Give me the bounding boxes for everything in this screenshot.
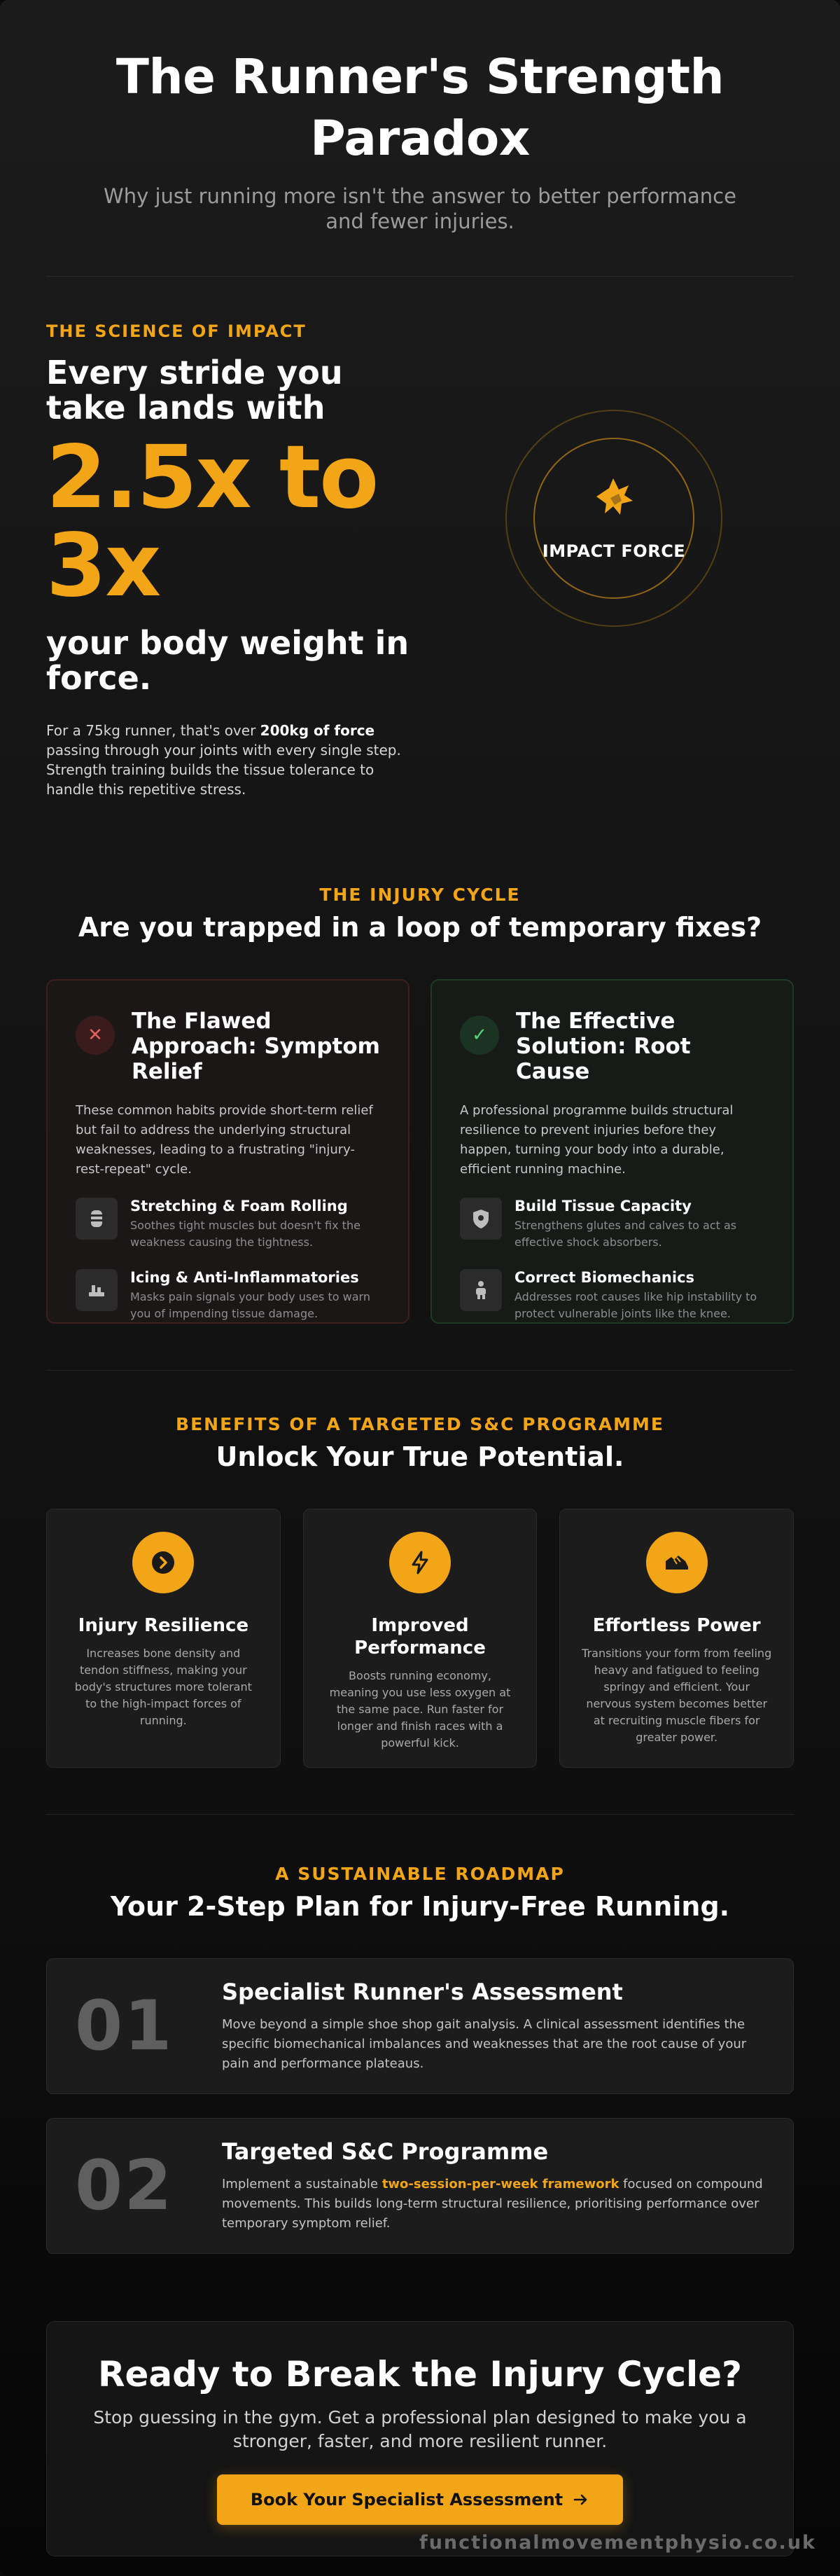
list-item [76, 1198, 380, 1251]
item-text [514, 1198, 764, 1251]
item-description: Addresses root causes like hip instability to protect vulnerable joints like the knee. [514, 1290, 757, 1320]
step-number: 01 [75, 1986, 174, 2066]
roadmap-eyebrow: A SUSTAINABLE ROADMAP [275, 1864, 565, 1884]
benefits-section [46, 1414, 794, 1768]
impact-lead: Every stride you take lands with [46, 354, 343, 427]
step-title: Specialist Runner's Assessment [222, 1979, 623, 2005]
divider [46, 1814, 794, 1815]
lightning-icon [389, 1532, 451, 1593]
item-description: Masks pain signals your body uses to warn you of impending tissue damage. [130, 1290, 370, 1320]
impact-desc-bold: 200kg of force [260, 722, 375, 739]
benefit-title: Injury Resilience [78, 1615, 249, 1636]
item-title: Correct Biomechanics [514, 1269, 695, 1286]
section-header [46, 1864, 794, 1922]
cta-title: Ready to Break the Injury Cycle? [97, 2354, 743, 2395]
step-number: 02 [75, 2146, 174, 2226]
list-item [76, 1269, 380, 1322]
card-title: The Flawed Approach: Symptom Relief [132, 1009, 380, 1084]
running-shoe-icon [646, 1532, 708, 1593]
benefit-card [46, 1509, 281, 1768]
benefit-description: Increases bone density and tendon stiffness, making your body's structures more tolerant to the high-impact forces of running. [74, 1647, 252, 1727]
page-subtitle: Why just running more isn't the answer to better performance and fewer injuries. [104, 184, 736, 233]
roadmap-title: Your 2-Step Plan for Injury-Free Running. [110, 1891, 730, 1922]
divider [46, 276, 794, 277]
impact-graphic [417, 321, 794, 799]
benefit-card [559, 1509, 794, 1768]
impact-tail: your body weight in force. [46, 624, 410, 697]
chevron-circle-icon [132, 1532, 194, 1593]
arrow-right-icon [573, 2493, 589, 2507]
footer-url: functionalmovementphysio.co.uk [419, 2532, 816, 2554]
list-item [460, 1198, 764, 1251]
item-description: Soothes tight muscles but doesn't fix the weakness causing the tightness. [130, 1219, 360, 1249]
cta-description: Stop guessing in the gym. Get a professional plan designed to make you a stronger, faster, and more resilient runner. [93, 2407, 747, 2451]
effective-solution-card [430, 979, 794, 1324]
button-label: Book Your Specialist Assessment [250, 2490, 564, 2509]
card-description: These common habits provide short-term relief but fail to address the underlying structural weaknesses, leading to a frustrating "injury-rest-repeat" cycle. [76, 1103, 373, 1177]
step-text [222, 2138, 765, 2234]
cta-section [46, 2321, 794, 2556]
impact-section [46, 321, 794, 799]
step-description [222, 2175, 765, 2234]
ice-icon [76, 1269, 118, 1311]
walking-icon [460, 1269, 502, 1311]
section-header [46, 1414, 794, 1472]
step-title: Targeted S&C Programme [222, 2138, 549, 2165]
injury-cycle-section [46, 885, 794, 1324]
cycle-eyebrow: THE INJURY CYCLE [319, 885, 521, 905]
card-header [76, 1009, 380, 1084]
check-icon: ✓ [460, 1016, 499, 1055]
card-header [460, 1009, 764, 1084]
impact-text [46, 321, 417, 799]
benefit-title: Improved Performance [354, 1615, 486, 1659]
item-title: Icing & Anti-Inflammatories [130, 1269, 359, 1286]
impact-stat: 2.5x to 3x [46, 427, 378, 616]
list-item [460, 1269, 764, 1322]
step-desc-post: focused on compound movements. This builds long-term structural resilience, prioritising performance over temporary symptom relief. [222, 2177, 763, 2231]
impact-desc-post: passing through your joints with every single step. Strength training builds the tissue tolerance to handle this repetitive stress. [46, 742, 401, 798]
section-header [46, 885, 794, 943]
divider [46, 1370, 794, 1371]
impact-eyebrow: THE SCIENCE OF IMPACT [46, 321, 307, 341]
foam-roller-icon [76, 1198, 118, 1240]
benefit-description: Transitions your form from feeling heavy and fatigued to feeling springy and efficient. Your nervous system becomes better at recruiting muscle fibers for greater power. [582, 1647, 772, 1744]
item-text [130, 1198, 380, 1251]
benefit-title: Effortless Power [592, 1615, 761, 1636]
item-title: Stretching & Foam Rolling [130, 1198, 348, 1214]
step-description: Move beyond a simple shoe shop gait analysis. A clinical assessment identifies the specific biomechanical imbalances and weaknesses that are the root cause of your pain and performance plateaus. [222, 2017, 747, 2071]
item-text [514, 1269, 764, 1322]
benefits-title: Unlock Your True Potential. [216, 1441, 624, 1472]
roadmap-section [46, 1864, 794, 2254]
impact-desc-pre: For a 75kg runner, that's over [46, 722, 260, 739]
step-desc-highlight: two-session-per-week framework [382, 2177, 620, 2191]
impact-rings [505, 410, 722, 627]
impact-burst-icon [589, 473, 640, 523]
card-description: A professional programme builds structural resilience to prevent injuries before they happen, turning your body into a durable, efficient running machine. [460, 1103, 734, 1177]
benefit-card [303, 1509, 538, 1768]
item-title: Build Tissue Capacity [514, 1198, 692, 1214]
cycle-title: Are you trapped in a loop of temporary fixes? [78, 912, 762, 943]
benefit-cards [46, 1509, 794, 1768]
impact-ring-label: IMPACT FORCE [542, 541, 686, 561]
benefits-eyebrow: BENEFITS OF A TARGETED S&C PROGRAMME [176, 1414, 664, 1434]
hero [46, 0, 794, 234]
step-desc-pre: Implement a sustainable [222, 2177, 382, 2191]
item-description: Strengthens glutes and calves to act as effective shock absorbers. [514, 1219, 737, 1249]
page-title: The Runner's Strength Paradox [115, 49, 724, 167]
book-assessment-button[interactable] [217, 2474, 623, 2525]
impact-description [46, 721, 417, 799]
card-title: The Effective Solution: Root Cause [516, 1009, 691, 1084]
comparison-cards [46, 979, 794, 1324]
roadmap-step [46, 1958, 794, 2094]
shield-bone-icon [460, 1198, 502, 1240]
roadmap-step [46, 2118, 794, 2254]
item-text [130, 1269, 380, 1322]
flawed-approach-card [46, 979, 410, 1324]
step-text [222, 1979, 765, 2074]
x-icon: ✕ [76, 1016, 115, 1055]
benefit-description: Boosts running economy, meaning you use less oxygen at the same pace. Run faster for longer and finish races with a powerful kick. [329, 1669, 511, 1750]
